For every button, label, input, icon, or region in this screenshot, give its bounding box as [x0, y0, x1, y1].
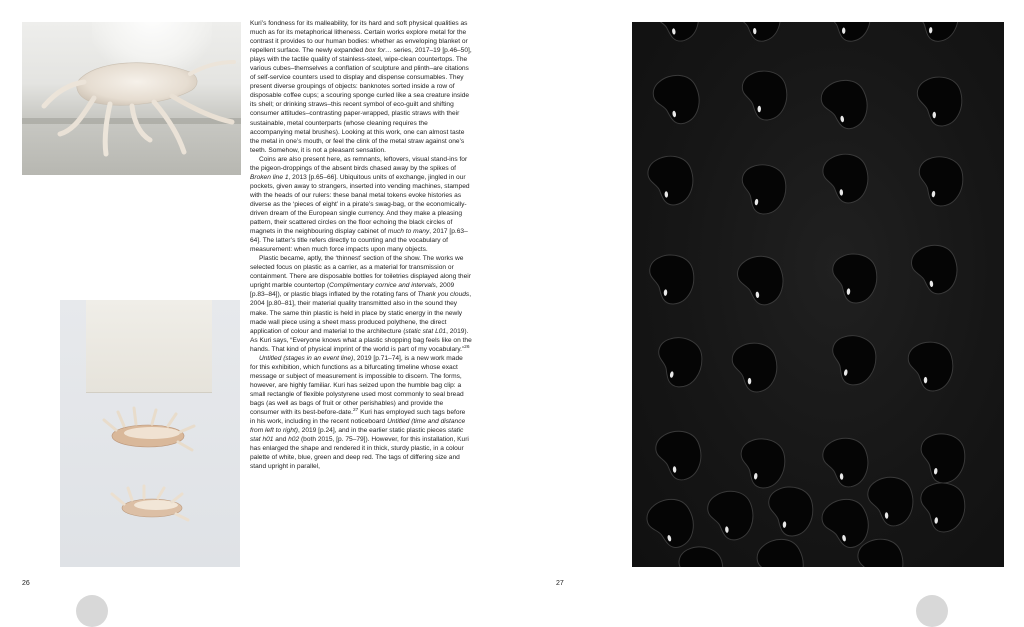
text-run: , 2013 [p.65–66]. Ubiquitous units of exchange, jingled in our pockets, given away to strangers, inserted into vending machines, stamped with the heads of our rulers: these banal metal tokens evoke histories as diverse as the ‘pieces of eight’ in a pirate’s swag-bag, or the economically-driven dream of the European single currency. And they make a pleasing pattern, their scattered circles on the floor echoing the black circles of magnets in the neighbouring display cabinet of	[250, 173, 470, 236]
photo-two-shells-with-bag	[60, 300, 240, 567]
magnet	[830, 253, 878, 305]
right-page	[512, 0, 1024, 611]
italic-title: h02	[288, 436, 300, 444]
photo-black-magnets	[632, 22, 1004, 567]
magnet	[738, 162, 789, 217]
italic-title: static stat L01	[405, 327, 447, 335]
article-paragraph-1	[250, 19, 472, 155]
magnet	[827, 332, 880, 388]
magnet	[652, 22, 701, 44]
text-run: , 2017 [p.63–64]. The latter’s title refers directly to counting and the vocabulary of measurement: when much force impacts upon many objects.	[250, 228, 468, 254]
page-turn-tab-left[interactable]	[76, 595, 108, 627]
magnet	[917, 77, 962, 127]
magnet	[732, 343, 777, 392]
footnote-marker[interactable]: 27	[352, 407, 359, 413]
magnet	[735, 22, 781, 43]
text-run: , 2019 [p.24], and in the earlier static plastic pieces	[298, 427, 448, 435]
magnet	[754, 535, 808, 567]
magnet	[915, 154, 966, 209]
text-run: series, 2017–19 [p.46–50], plays with the tactile quality of stainless-steel, wipe-clean countertops. The various cubes–themselves a conflation of sculpture and plinth–are citations of self-service counters used to display and dispense consumables. They present diverse groupings of objects: banknotes sorted inside a row of disposable coffee cups; a scouring sponge curled like a sea creature inside its shell; or drinking straws–this recent symbol of eco-guilt and shifting consumer attitudes–contrasting paper-wrapped, plastic straws with their sustainable, metal counterparts (whose cleaning requires the accompanying metal brushes). Looking at this work, one can almost taste the metal in one’s mouth, or feel the clink of the metal straw against one’s teeth. Somehow, it is not a pleasant sensation.	[250, 47, 472, 154]
italic-title: static stat h01	[250, 427, 464, 444]
magnet	[742, 71, 787, 121]
magnet	[917, 431, 967, 485]
magnet	[647, 155, 694, 206]
spider-conch-shell-shape	[22, 22, 241, 175]
article-paragraph-3	[250, 254, 472, 354]
italic-title: Thank you clouds	[417, 291, 470, 299]
article-text	[250, 19, 472, 471]
magnet	[867, 476, 915, 528]
italic-title: Complimentary cornice and intervals	[329, 282, 436, 290]
magnet	[737, 436, 787, 490]
magnet	[766, 486, 814, 538]
magnet	[908, 342, 953, 391]
article-paragraph-2	[250, 155, 472, 255]
page-number-left: 26	[22, 580, 30, 587]
magnet	[857, 538, 904, 567]
magnet	[913, 22, 959, 43]
magnet	[736, 254, 786, 308]
magnet	[676, 545, 725, 567]
text-run: Coins are also present here, as remnants, leftovers, visual stand-ins for the pigeon-droppings of the absent birds chased away by the spikes of	[250, 155, 468, 172]
text-run: , 2004 [p.80–81], their material quality transmitted also in the sound they make. The same thin plastic is held in place by static energy in the newly made wall piece using a sheet mass produced polythene, the direct application of colour and material to the architecture (	[250, 291, 472, 335]
text-run: , 2019). As Kuri says, “Everyone knows what a plastic shopping bag feels like on the hands. That kind of physical imprint of the world is part of my vocabulary.”	[250, 327, 472, 353]
magnet	[655, 430, 703, 482]
article-paragraph-4	[250, 354, 472, 472]
text-run: Kuri has employed such tags before in his work, including in the recent noticeboard	[250, 409, 466, 426]
text-run: Plastic became, aptly, the ‘thinnest’ section of the show. The works we selected focus on plastic as a carrier, as a material for transmission or containment. There are disposable bottles for toiletries displayed along their upright marble countertop (	[250, 255, 471, 290]
magnet	[822, 437, 870, 489]
magnet	[918, 481, 967, 534]
magnet	[643, 495, 698, 553]
photo-spider-conch-shell	[22, 22, 241, 175]
italic-title: Untitled (stages in an event line)	[259, 354, 354, 362]
text-run: Kuri’s fondness for its malleability, for its hard and soft physical qualities as much as for its metaphorical litheness. Certain works explore metal for the contrast it provides to our human bodies: whether as enveloping blanket or repellent surface. The newly expanded	[250, 20, 468, 55]
italic-title: much to many	[387, 228, 430, 236]
text-run: (both 2015, [p. 75–79]). However, for this installation, Kuri has enlarged the shape and rendered it in thick, sturdy plastic, in a colour palette of white, blue, green and deep red. The tags of differing size and stand upright in parallel,	[250, 436, 469, 471]
magnet	[910, 243, 960, 297]
text-run: and	[273, 436, 289, 444]
italic-title: box for…	[364, 47, 392, 55]
text-run: , 2009 [p.83–84]), or plastic blags inflated by the rotating fans of	[250, 282, 455, 299]
magnet	[827, 22, 870, 41]
magnet	[653, 334, 706, 390]
footnote-marker[interactable]: 26	[464, 344, 470, 350]
magnet	[647, 254, 695, 306]
italic-title: Untitled (time and distance from left to right)	[250, 418, 466, 435]
magnet	[819, 77, 871, 133]
magnet	[822, 153, 869, 204]
magnet	[651, 72, 703, 128]
page-turn-tab-right[interactable]	[916, 595, 948, 627]
magnet-grid	[632, 22, 1004, 567]
left-page	[0, 0, 512, 611]
two-shells-shape	[60, 300, 240, 567]
magnet	[706, 489, 755, 542]
page-number-right: 27	[556, 580, 564, 587]
italic-title: Broken line 1	[250, 173, 289, 181]
text-run: , 2019 [p.71–74], is a new work made for this exhibition, which functions as a bifurcating timeline whose exact message or subject of measurement is impossible to discern. The forms, however, are highly familiar. Kuri has seized upon the humble bag clip: a small rectangle of flexible polystyrene used most commonly to seal bread bags (as well as bags of fruit or other perishables) and provide the consumer with its best-before-date.	[250, 354, 464, 417]
